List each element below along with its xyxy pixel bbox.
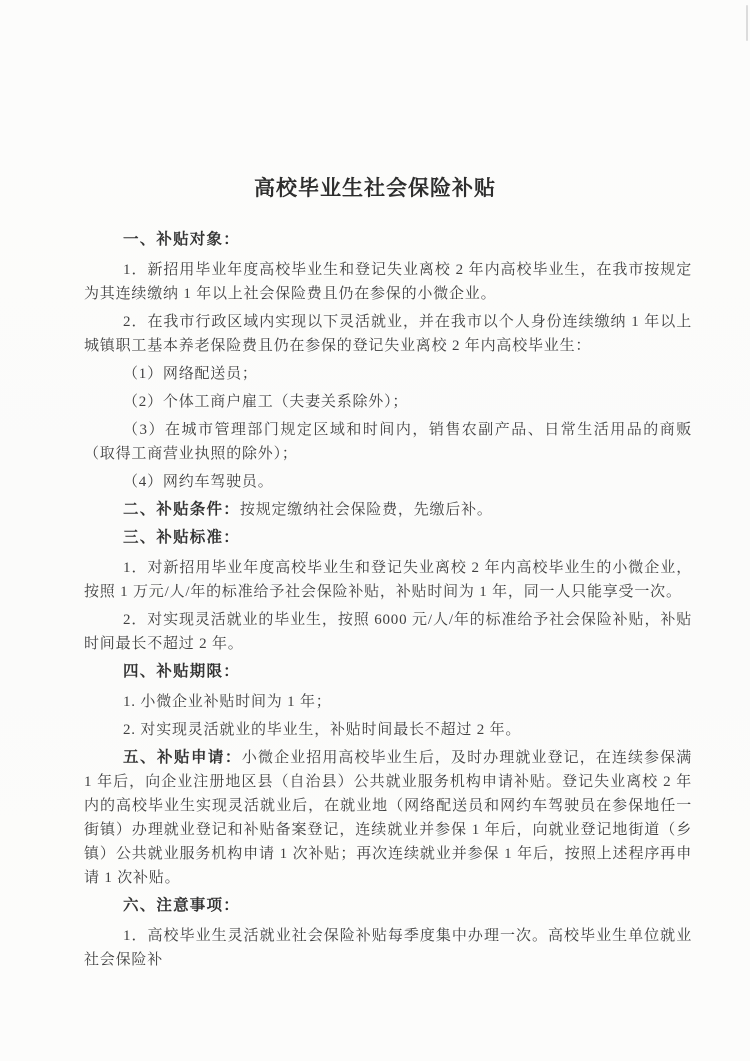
- section-heading-5: 五、补贴申请：: [123, 749, 242, 766]
- section-heading-2-with-text: [84, 498, 692, 522]
- paragraph: 2．在我市行政区域内实现以下灵活就业，并在我市以个人身份连续缴纳 1 年以上城镇职工基本养老保险费且仍在参保的登记失业离校 2 年内高校毕业生：: [84, 314, 692, 354]
- list-item: （1）网络配送员；: [123, 366, 258, 382]
- document-title: 高校毕业生社会保险补贴: [254, 177, 496, 200]
- list-item: （4）网约车驾驶员。: [123, 474, 274, 490]
- paragraph: 1．新招用毕业年度高校毕业生和登记失业离校 2 年内高校毕业生，在我市按规定为其连续缴纳 1 年以上社会保险费且仍在参保的小微企业。: [84, 262, 692, 302]
- section-heading-3: 三、补贴标准：: [123, 529, 240, 546]
- list-item: （2）个体工商户雇工（夫妻关系除外）；: [123, 394, 409, 410]
- paragraph: 1．对新招用毕业年度高校毕业生和登记失业离校 2 年内高校毕业生的小微企业，按照 1 万元/人/年的标准给予社会保险补贴，补贴时间为 1 年，同一人只能享受一次。: [84, 560, 692, 600]
- list-item: 1. 小微企业补贴时间为 1 年；: [123, 694, 332, 710]
- section-2-text: 按规定缴纳社会保险费，先缴后补。: [239, 502, 493, 518]
- scan-artifact: [746, 5, 748, 41]
- paragraph: 2．对实现灵活就业的毕业生，按照 6000 元/人/年的标准给予社会保险补贴，补贴时间最长不超过 2 年。: [84, 612, 692, 652]
- list-item: （3）在城市管理部门规定区域和时间内，销售农副产品、日常生活用品的商贩（取得工商营业执照的除外）；: [84, 422, 692, 462]
- section-5-text: 小微企业招用高校毕业生后，及时办理就业登记，在连续参保满 1 年后，向企业注册地区县（自治县）公共就业服务机构申请补贴。登记失业离校 2 年内的高校毕业生实现灵活就业后，在就业地（网络配送员和网约车驾驶员在参保地任一街镇）办理就业登记和补贴备案登记，连续就业并参保 1 年后，向就业登记地街道（乡镇）公共就业服务机构申请 1 次补贴；再次连续就业并参保 1 年后，按照上述程序再申请 1 次补贴。: [84, 750, 693, 886]
- section-heading-5-with-text: [84, 746, 692, 890]
- section-heading-4: 四、补贴期限：: [123, 663, 240, 680]
- list-item: 2. 对实现灵活就业的毕业生，补贴时间最长不超过 2 年。: [123, 722, 522, 738]
- document-body: [84, 228, 692, 972]
- section-heading-2: 二、补贴条件：: [123, 501, 240, 518]
- section-heading-1: 一、补贴对象：: [123, 231, 240, 248]
- section-heading-6: 六、注意事项：: [123, 897, 240, 914]
- paragraph: 1．高校毕业生灵活就业社会保险补贴每季度集中办理一次。高校毕业生单位就业社会保险补: [84, 928, 692, 968]
